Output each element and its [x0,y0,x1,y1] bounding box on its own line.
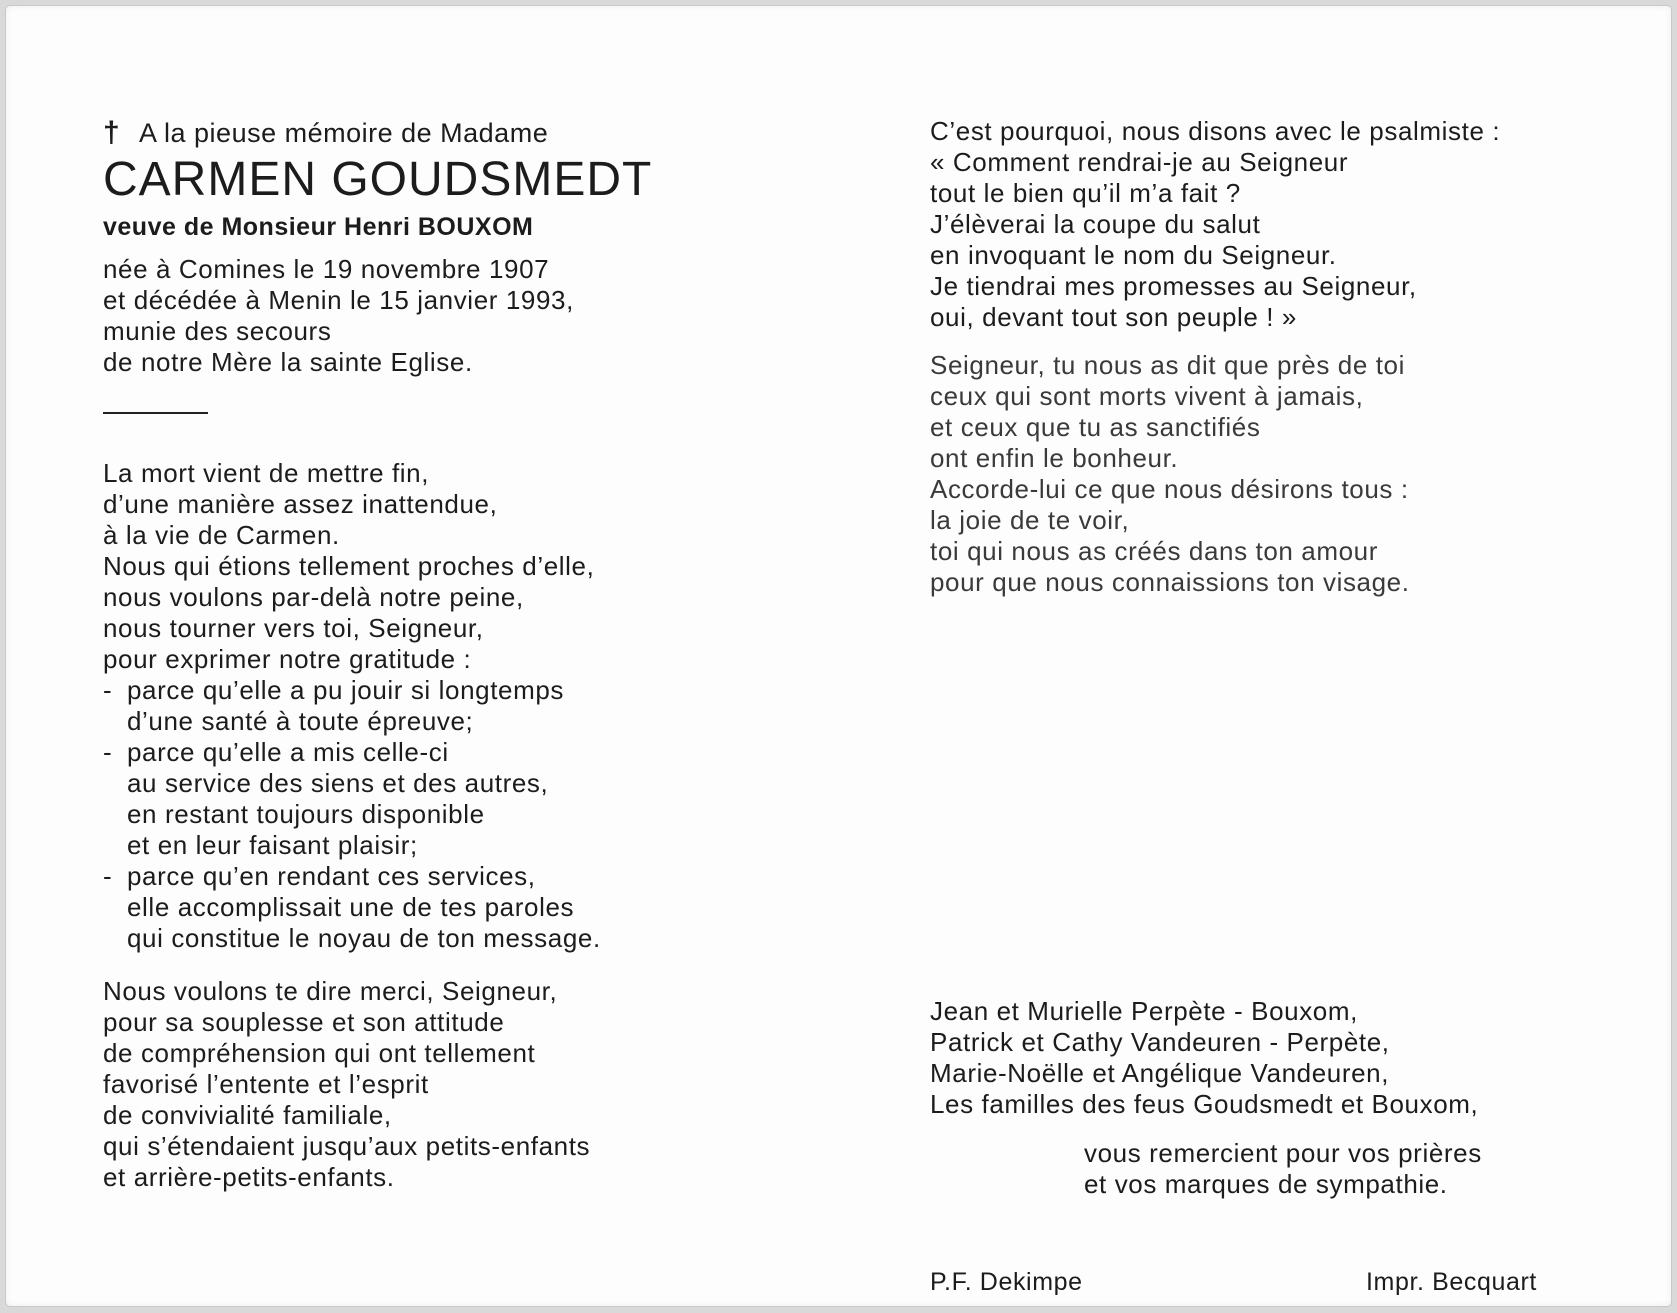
family-line: Patrick et Cathy Vandeuren - Perpète, [930,1027,1390,1057]
bullet-text: parce qu’en rendant ces services, [127,861,536,891]
text-line: oui, devant tout son peuple ! » [930,302,1297,332]
bullet-continuation: d’une santé à toute épreuve; [127,706,474,736]
text-line: Seigneur, tu nous as dit que près de toi [930,350,1405,380]
thanks-line: et vos marques de sympathie. [1084,1169,1448,1199]
undertaker-credit: P.F. Dekimpe [930,1268,1083,1296]
bullet-continuation: elle accomplissait une de tes paroles [127,892,575,922]
text-line: et arrière-petits-enfants. [103,1162,395,1192]
text-line: Nous qui étions tellement proches d’elle, [103,551,595,581]
bullet-continuation: et en leur faisant plaisir; [127,830,418,860]
widow-of-line: veuve de Monsieur Henri BOUXOM [103,213,534,241]
text-line: tout le bien qu’il m’a fait ? [930,178,1241,208]
thanks-paragraph [103,976,743,1193]
bio-line: munie des secours [103,316,332,346]
text-line: toi qui nous as créés dans ton amour [930,536,1378,566]
thanks-line: vous remercient pour vos prières [1084,1138,1482,1168]
bio-line: de notre Mère la sainte Eglise. [103,347,473,377]
text-line: La mort vient de mettre fin, [103,458,430,488]
deceased-name: CARMEN GOUDSMEDT [103,153,653,206]
psalm-paragraph [930,116,1620,333]
cross-icon: † [103,116,121,149]
families-block [930,996,1630,1120]
divider-rule [103,412,208,414]
text-line: pour que nous connaissions ton visage. [930,567,1410,597]
left-column [103,116,743,1193]
bullet-line [103,737,743,768]
text-line: C’est pourquoi, nous disons avec le psalmiste : [930,116,1501,146]
prayer-paragraph [930,350,1620,598]
bullet-line [103,675,743,706]
family-line: Marie-Noëlle et Angélique Vandeuren, [930,1058,1390,1088]
family-line: Les familles des feus Goudsmedt et Bouxom, [930,1089,1479,1119]
bullet-marker: - [103,861,113,891]
thanks-block [1084,1138,1644,1200]
text-line: à la vie de Carmen. [103,520,340,550]
text-line: qui s’étendaient jusqu’aux petits-enfants [103,1131,591,1161]
bullet-continuation: qui constitue le noyau de ton message. [127,923,601,953]
text-line: pour exprimer notre gratitude : [103,644,472,674]
text-line: ont enfin le bonheur. [930,443,1179,473]
text-line: « Comment rendrai-je au Seigneur [930,147,1349,177]
bullet-marker: - [103,675,113,705]
text-line: de compréhension qui ont tellement [103,1038,536,1068]
intro-line [103,116,743,150]
text-line: J’élèverai la coupe du salut [930,209,1261,239]
bio-line: née à Comines le 19 novembre 1907 [103,254,550,284]
right-column [930,116,1620,598]
gratitude-paragraph [103,458,743,954]
bullet-continuation: au service des siens et des autres, [127,768,549,798]
bullet-line [103,861,743,892]
bullet-continuation: en restant toujours disponible [127,799,485,829]
text-line: favorisé l’entente et l’esprit [103,1069,429,1099]
text-line: Je tiendrai mes promesses au Seigneur, [930,271,1417,301]
text-line: pour sa souplesse et son attitude [103,1007,505,1037]
bullet-marker: - [103,737,113,767]
bio-block [103,254,743,378]
text-line: la joie de te voir, [930,505,1130,535]
text-line: et ceux que tu as sanctifiés [930,412,1261,442]
bio-line: et décédée à Menin le 15 janvier 1993, [103,285,574,315]
family-line: Jean et Murielle Perpète - Bouxom, [930,996,1358,1026]
bullet-text: parce qu’elle a pu jouir si longtemps [127,675,564,705]
text-line: de convivialité familiale, [103,1100,392,1130]
memorial-card [6,6,1671,1306]
bullet-text: parce qu’elle a mis celle-ci [127,737,449,767]
text-line: en invoquant le nom du Seigneur. [930,240,1337,270]
intro-text: A la pieuse mémoire de Madame [139,118,549,148]
text-line: nous tourner vers toi, Seigneur, [103,613,484,643]
text-line: ceux qui sont morts vivent à jamais, [930,381,1364,411]
text-line: Accorde-lui ce que nous désirons tous : [930,474,1409,504]
text-line: nous voulons par-delà notre peine, [103,582,524,612]
printer-credit: Impr. Becquart [1366,1268,1537,1296]
text-line: Nous voulons te dire merci, Seigneur, [103,976,558,1006]
text-line: d’une manière assez inattendue, [103,489,498,519]
